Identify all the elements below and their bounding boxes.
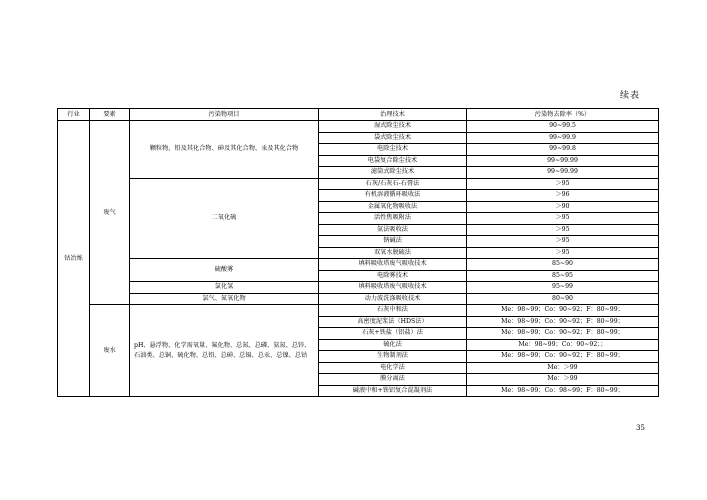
technique-cell: 氨法吸收法 xyxy=(319,224,467,236)
removal-rate-cell: 90~99.5 xyxy=(467,121,659,133)
header-industry: 行业 xyxy=(58,109,90,121)
removal-rate-cell: ＞95 xyxy=(467,178,659,190)
removal-rate-cell: Me：98~99；Co：90~92；F：80~99； xyxy=(467,328,659,340)
technique-cell: 高密度泥浆法（HDS法） xyxy=(319,316,467,328)
removal-rate-cell: 99~99.9 xyxy=(467,132,659,144)
removal-rate-cell: Me：98~99；Co：90~92；F：80~99； xyxy=(467,305,659,317)
removal-rate-cell: Me：98~99；Co：98~99；F：80~99； xyxy=(467,385,659,397)
table-row xyxy=(58,121,659,133)
removal-rate-cell: 80~90 xyxy=(467,293,659,305)
pollutant-cell: 氯气、氮氧化物 xyxy=(130,293,319,305)
removal-rate-cell: Me：＞99 xyxy=(467,362,659,374)
technique-cell: 电化学法 xyxy=(319,362,467,374)
pollutant-cell: 硫酸雾 xyxy=(130,259,319,282)
table-body xyxy=(58,121,659,397)
technique-cell: 填料吸收塔废气吸收技术 xyxy=(319,282,467,294)
header-technique: 治理技术 xyxy=(319,109,467,121)
removal-rate-cell: 99~99.99 xyxy=(467,155,659,167)
removal-rate-cell: 85~95 xyxy=(467,270,659,282)
technique-cell: 填料吸收塔废气吸收技术 xyxy=(319,259,467,271)
page-number: 35 xyxy=(636,424,645,432)
pollution-control-table xyxy=(57,108,659,397)
technique-cell: 石灰/石灰石-石膏法 xyxy=(319,178,467,190)
table-row xyxy=(58,293,659,305)
removal-rate-cell: Me：＞99 xyxy=(467,374,659,386)
technique-cell: 钠碱法 xyxy=(319,236,467,248)
header-element: 要素 xyxy=(90,109,130,121)
removal-rate-cell: ＞95 xyxy=(467,236,659,248)
removal-rate-cell: 95~99 xyxy=(467,282,659,294)
table-row xyxy=(58,282,659,294)
removal-rate-cell: Me：98~99；Co：90~92；F：80~99； xyxy=(467,351,659,363)
table-header-row xyxy=(58,109,659,121)
removal-rate-cell: Me：98~99；Co：90~92；； xyxy=(467,339,659,351)
technique-cell: 动力波洗涤吸收技术 xyxy=(319,293,467,305)
pollutant-cell: 颗粒物、铅及其化合物、砷及其化合物、汞及其化合物 xyxy=(130,121,319,179)
continued-label: 续表 xyxy=(620,91,641,101)
technique-cell: 活性焦吸附法 xyxy=(319,213,467,225)
technique-cell: 有机溶液循环吸收法 xyxy=(319,190,467,202)
technique-cell: 生物制剂法 xyxy=(319,351,467,363)
technique-cell: 电袋复合除尘技术 xyxy=(319,155,467,167)
removal-rate-cell: ＞95 xyxy=(467,213,659,225)
table-row xyxy=(58,259,659,271)
header-removal-rate: 污染物去除率（%） xyxy=(467,109,659,121)
header-pollutant: 污染物项目 xyxy=(130,109,319,121)
removal-rate-cell: Me：98~99；Co：90~92；F：80~99； xyxy=(467,316,659,328)
technique-cell: 滤筒式除尘技术 xyxy=(319,167,467,179)
technique-cell: 电除雾技术 xyxy=(319,270,467,282)
pollutant-cell: pH、悬浮物、化学需氧量、氟化物、总氮、总磷、氨氮、总锌、石油类、总铜、硫化物、总铅、总砷、总镉、总汞、总镍、总钴 xyxy=(130,305,319,397)
pollutant-cell: 二氧化硫 xyxy=(130,178,319,259)
technique-cell: 袋式除尘技术 xyxy=(319,132,467,144)
element-cell: 废气 xyxy=(90,121,130,305)
technique-cell: 石灰中和法 xyxy=(319,305,467,317)
technique-cell: 硫化法 xyxy=(319,339,467,351)
table-row xyxy=(58,178,659,190)
removal-rate-cell: ＞95 xyxy=(467,224,659,236)
removal-rate-cell: 85~90 xyxy=(467,259,659,271)
technique-cell: 电除尘技术 xyxy=(319,144,467,156)
table-row xyxy=(58,305,659,317)
technique-cell: 膜分离法 xyxy=(319,374,467,386)
element-cell: 废水 xyxy=(90,305,130,397)
removal-rate-cell: 99~99.99 xyxy=(467,167,659,179)
technique-cell: 石灰+铁盐（铝盐）法 xyxy=(319,328,467,340)
removal-rate-cell: ＞95 xyxy=(467,247,659,259)
technique-cell: 碱液中和+铁铝复合混凝剂法 xyxy=(319,385,467,397)
pollutant-cell: 氯化氢 xyxy=(130,282,319,294)
industry-cell: 钴冶炼 xyxy=(58,121,90,397)
technique-cell: 双氧水脱硫法 xyxy=(319,247,467,259)
technique-cell: 湿式除尘技术 xyxy=(319,121,467,133)
removal-rate-cell: ＞96 xyxy=(467,190,659,202)
technique-cell: 金属氧化物吸收法 xyxy=(319,201,467,213)
removal-rate-cell: ＞90 xyxy=(467,201,659,213)
removal-rate-cell: 99~99.8 xyxy=(467,144,659,156)
